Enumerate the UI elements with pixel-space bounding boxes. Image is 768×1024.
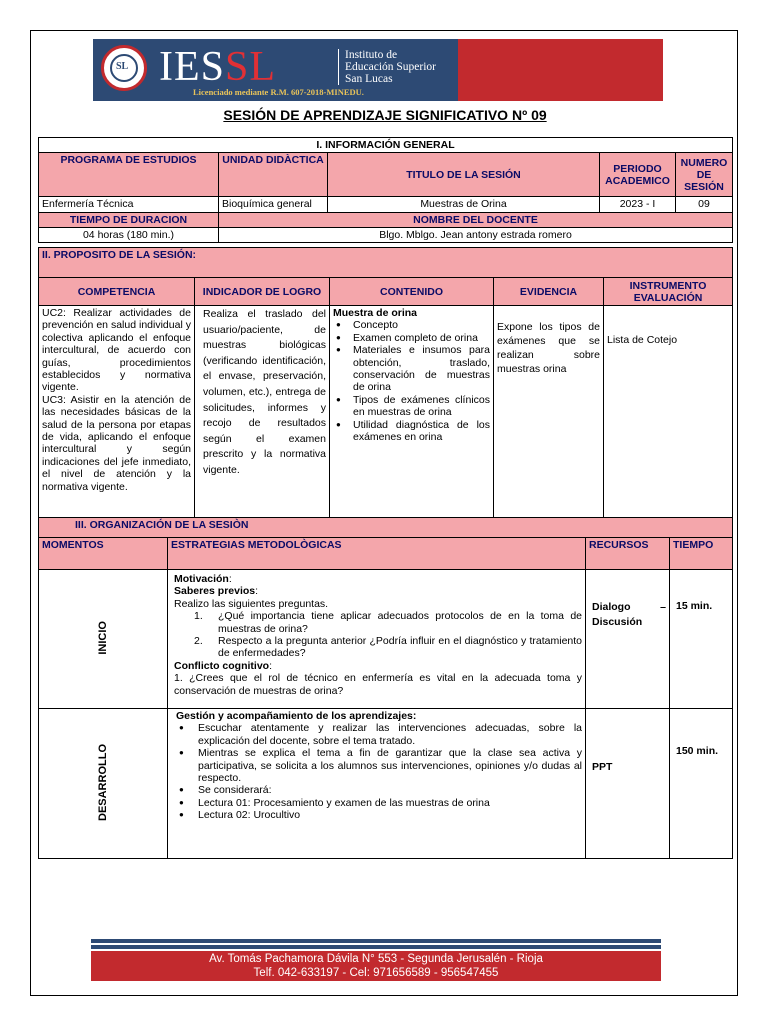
col-contenido: CONTENIDO — [330, 278, 494, 306]
col-titulo: TITULO DE LA SESIÓN — [328, 153, 600, 197]
evidencia-value: Expone los tipos de exámenes que se realizan sobre muestras orina — [494, 306, 604, 518]
list-item: ● Tipos de exámenes clínicos en muestras de orina — [333, 394, 490, 419]
brand-logo-sl: SL — [225, 44, 277, 90]
instrumento-value: Lista de Cotejo — [604, 306, 733, 518]
saberes-label: Saberes previos — [174, 585, 256, 598]
proposito-table — [38, 247, 733, 518]
footer-address — [91, 951, 661, 981]
estrategias-inicio: Motivación: Saberes previos: Realizo las siguientes preguntas. 1. ¿Qué importancia tiene aplicar adecuados protocolos de en la toma de muestras de orina? 2. Respecto a la pregunta anterior ¿Podría influir en el diagnóstico y tratamiento de enfermedades? Conflicto cognitivo: 1. ¿Crees que el rol de técnico en enfermería es vital en la adecuada toma y conservación de muestras de orina? — [168, 570, 586, 709]
competencia-uc2: UC2: Realizar actividades de prevención en salud individual y colectiva aplicando el enfoque intercultural, de acuerdo con guías, procedimientos establecidos y normativa vigente. — [42, 307, 191, 394]
footer-divider-top — [91, 939, 661, 943]
list-item: ● Utilidad diagnóstica de los exámenes en orina — [333, 419, 490, 444]
titulo-value: Muestras de Orina — [328, 197, 600, 213]
col-recursos: RECURSOS — [586, 538, 670, 570]
col-programa: PROGRAMA DE ESTUDIOS — [39, 153, 219, 197]
col-tiempo-duracion: TIEMPO DE DURACION — [39, 213, 219, 228]
list-item: ● Concepto — [333, 319, 490, 331]
col-nombre-docente: NOMBRE DEL DOCENTE — [219, 213, 733, 228]
list-item: 2. Respecto a la pregunta anterior ¿Podría influir en el diagnóstico y tratamiento de enfermedades? — [194, 635, 582, 660]
list-item: ● Lectura 02: Urocultivo — [176, 809, 582, 821]
conflicto-texto: 1. ¿Crees que el rol de técnico en enfermería es vital en la adecuada toma y conservación de muestras de orina? — [174, 672, 582, 697]
footer-line-phones: Telf. 042-633197 - Cel: 971656589 - 956547455 — [253, 967, 499, 979]
momento-inicio-label: INICIO — [97, 620, 109, 655]
institution-banner — [93, 39, 663, 101]
col-tiempo: TIEMPO — [670, 538, 733, 570]
list-item: 1. ¿Qué importancia tiene aplicar adecuados protocolos de en la toma de muestras de orina? — [194, 610, 582, 635]
section-organizacion: III. ORGANIZACIÓN DE LA SESIÒN — [39, 518, 733, 538]
footer-line-address: Av. Tomás Pachamora Dávila N° 553 - Segunda Jerusalén - Rioja — [209, 953, 543, 965]
competencia-uc3: UC3: Asistir en la atención de las necesidades básicas de la salud de la persona por etapas de vida, aplicando el enfoque intercultural y según indicaciones del jefe inmediato, el nivel de atención y la normativa vigente. — [42, 393, 191, 493]
col-instrumento: INSTRUMENTO EVALUACIÓN — [604, 278, 733, 306]
recurso-inicio: Dialogo – Discusión — [586, 570, 670, 709]
unidad-value: Bioquímica general — [219, 197, 328, 213]
tiempo-inicio: 15 min. — [670, 570, 733, 709]
desarrollo-list — [174, 722, 582, 821]
col-momentos: MOMENTOS — [39, 538, 168, 570]
periodo-value: 2023 - I — [600, 197, 676, 213]
footer-divider-bottom — [91, 945, 661, 949]
motivacion-label: Motivación — [174, 573, 229, 585]
list-item: ● Examen completo de orina — [333, 332, 490, 344]
section-proposito: II. PROPOSITO DE LA SESIÓN: — [39, 248, 733, 278]
banner-red-panel — [458, 39, 663, 101]
momento-inicio — [39, 570, 168, 709]
recurso-desarrollo: PPT — [586, 709, 670, 859]
col-evidencia: EVIDENCIA — [494, 278, 604, 306]
document-page — [30, 30, 738, 996]
numero-value: 09 — [676, 197, 733, 213]
competencia-cell — [39, 306, 195, 518]
brand-logo-ies: IES — [159, 44, 225, 90]
col-estrategias: ESTRATEGIAS METODOLÒGICAS — [168, 538, 586, 570]
list-item: ● Mientras se explica el tema a fin de garantizar que la clase sea activa y participativa, se solicita a los alumnos sus intervenciones, opiniones y/o dudas al respecto. — [176, 747, 582, 784]
info-general-table — [38, 137, 733, 243]
brand-logo — [159, 43, 276, 91]
col-numero: NUMERO DE SESIÓN — [676, 153, 733, 197]
col-periodo: PERIODO ACADEMICO — [600, 153, 676, 197]
contenido-titulo: Muestra de orina — [333, 307, 418, 319]
list-item: ● Se considerará: — [176, 784, 582, 796]
saberes-intro: Realizo las siguientes preguntas. — [174, 597, 329, 610]
conflicto-label: Conflicto cognitivo — [174, 659, 270, 672]
contenido-cell — [330, 306, 494, 518]
contenido-list — [333, 319, 490, 443]
tiempo-desarrollo: 150 min. — [670, 709, 733, 859]
gestion-titulo: Gestión y acompañamiento de los aprendizajes: — [176, 710, 417, 722]
momento-desarrollo-label: DESARROLLO — [97, 743, 109, 821]
list-item: ● Lectura 01: Procesamiento y examen de las muestras de orina — [176, 797, 582, 809]
docente-value: Blgo. Mblgo. Jean antony estrada romero — [219, 228, 733, 243]
preguntas-list — [174, 610, 582, 660]
seal-letters: SL — [116, 61, 129, 72]
institute-name: Instituto de Educación Superior San Lucas — [338, 49, 436, 85]
organizacion-table — [38, 517, 733, 859]
list-item: ● Materiales e insumos para obtención, traslado, conservación de muestras de orina — [333, 344, 490, 394]
tiempo-value: 04 horas (180 min.) — [39, 228, 219, 243]
list-item: ● Escuchar atentamente y realizar las intervenciones adecuadas, sobre la explicación del docente, sobre el tema tratado. — [176, 722, 582, 747]
col-unidad: UNIDAD DIDÀCTICA — [219, 153, 328, 197]
document-title: SESIÓN DE APRENDIZAJE SIGNIFICATIVO Nº 09 — [223, 107, 547, 123]
institution-seal-icon — [101, 45, 147, 91]
indicador-logro: Realiza el traslado del usuario/paciente, de muestras biológicas (verificando identificación, el envase, preservación, volumen, etc.), entrega de solicitudes, informes y recojo de resultados según el examen prescrito y la normativa vigente. — [195, 306, 330, 518]
section-info-general: I. INFORMACIÓN GENERAL — [39, 138, 733, 153]
momento-desarrollo — [39, 709, 168, 859]
estrategias-desarrollo — [168, 709, 586, 859]
license-text: Licenciado mediante R.M. 607-2018-MINEDU. — [193, 87, 364, 97]
col-indicador: INDICADOR DE LOGRO — [195, 278, 330, 306]
programa-value: Enfermería Técnica — [39, 197, 219, 213]
col-competencia: COMPETENCIA — [39, 278, 195, 306]
